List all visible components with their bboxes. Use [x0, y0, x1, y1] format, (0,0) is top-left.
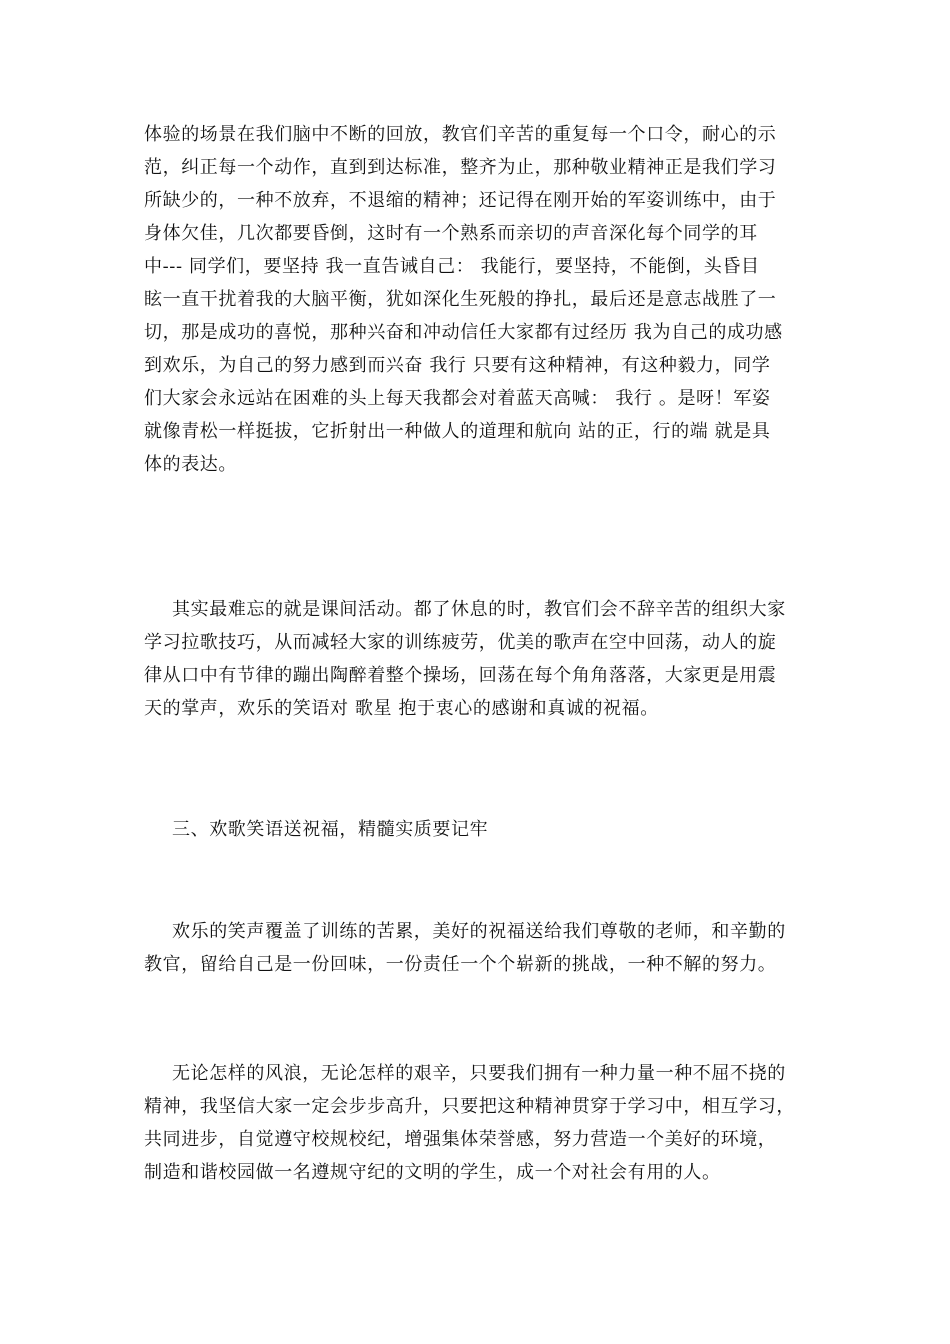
text-line: 切，那是成功的喜悦，那种兴奋和冲动信任大家都有过经历 我为自己的成功感	[144, 322, 783, 343]
text-line: 范，纠正每一个动作，直到到达标准，整齐为止，那种敬业精神正是我们学习	[144, 157, 777, 178]
paragraph-2	[144, 593, 809, 725]
text-line: 无论怎样的风浪，无论怎样的艰辛，只要我们拥有一种力量一种不屈不挠的	[172, 1063, 786, 1084]
section-heading	[144, 813, 809, 846]
text-line: 天的掌声，欢乐的笑语对 歌星 抱于衷心的感谢和真诚的祝福。	[144, 698, 659, 719]
text-line: 体的表达。	[144, 454, 237, 475]
text-line: 精神，我坚信大家一定会步步高升，只要把这种精神贯穿于学习中，相互学习，	[144, 1096, 795, 1117]
text-line: 教官，留给自己是一份回味，一份责任一个个崭新的挑战，一种不解的努力。	[144, 954, 777, 975]
text-line: 中--- 同学们，要坚持 我一直告诫自己： 我能行，要坚持，不能倒，头昏目	[144, 256, 760, 277]
text-line: 共同进步，自觉遵守校规校纪，增强集体荣誉感，努力营造一个美好的环境，	[144, 1129, 777, 1150]
text-line: 身体欠佳，几次都要昏倒，这时有一个熟系而亲切的声音深化每个同学的耳	[144, 223, 758, 244]
text-line: 体验的场景在我们脑中不断的回放，教官们辛苦的重复每一个口令，耐心的示	[144, 124, 777, 145]
paragraph-4	[144, 1057, 809, 1189]
text-line: 所缺少的，一种不放弃，不退缩的精神；还记得在刚开始的军姿训练中，由于	[144, 190, 777, 211]
text-line: 们大家会永远站在困难的头上每天我都会对着蓝天高喊： 我行 。是呀！军姿	[144, 388, 771, 409]
text-line: 其实最难忘的就是课间活动。都了休息的时，教官们会不辞辛苦的组织大家	[172, 599, 786, 620]
text-line: 眩一直干扰着我的大脑平衡，犹如深化生死般的挣扎，最后还是意志战胜了一	[144, 289, 777, 310]
heading-text: 三、欢歌笑语送祝福，精髓实质要记牢	[172, 819, 489, 840]
text-line: 学习拉歌技巧，从而减轻大家的训练疲劳，优美的歌声在空中回荡，动人的旋	[144, 632, 777, 653]
text-line: 制造和谐校园做一名遵规守纪的文明的学生，成一个对社会有用的人。	[144, 1162, 721, 1183]
text-line: 就像青松一样挺拔，它折射出一种做人的道理和航向 站的正，行的端 就是具	[144, 421, 771, 442]
text-line: 律从口中有节律的蹦出陶醉着整个操场，回荡在每个角角落落，大家更是用震	[144, 665, 777, 686]
paragraph-1	[144, 118, 809, 481]
text-line: 到欢乐，为自己的努力感到而兴奋 我行 只要有这种精神，有这种毅力，同学	[144, 355, 771, 376]
paragraph-3	[144, 915, 809, 981]
text-line: 欢乐的笑声覆盖了训练的苦累，美好的祝福送给我们尊敬的老师，和辛勤的	[172, 921, 786, 942]
